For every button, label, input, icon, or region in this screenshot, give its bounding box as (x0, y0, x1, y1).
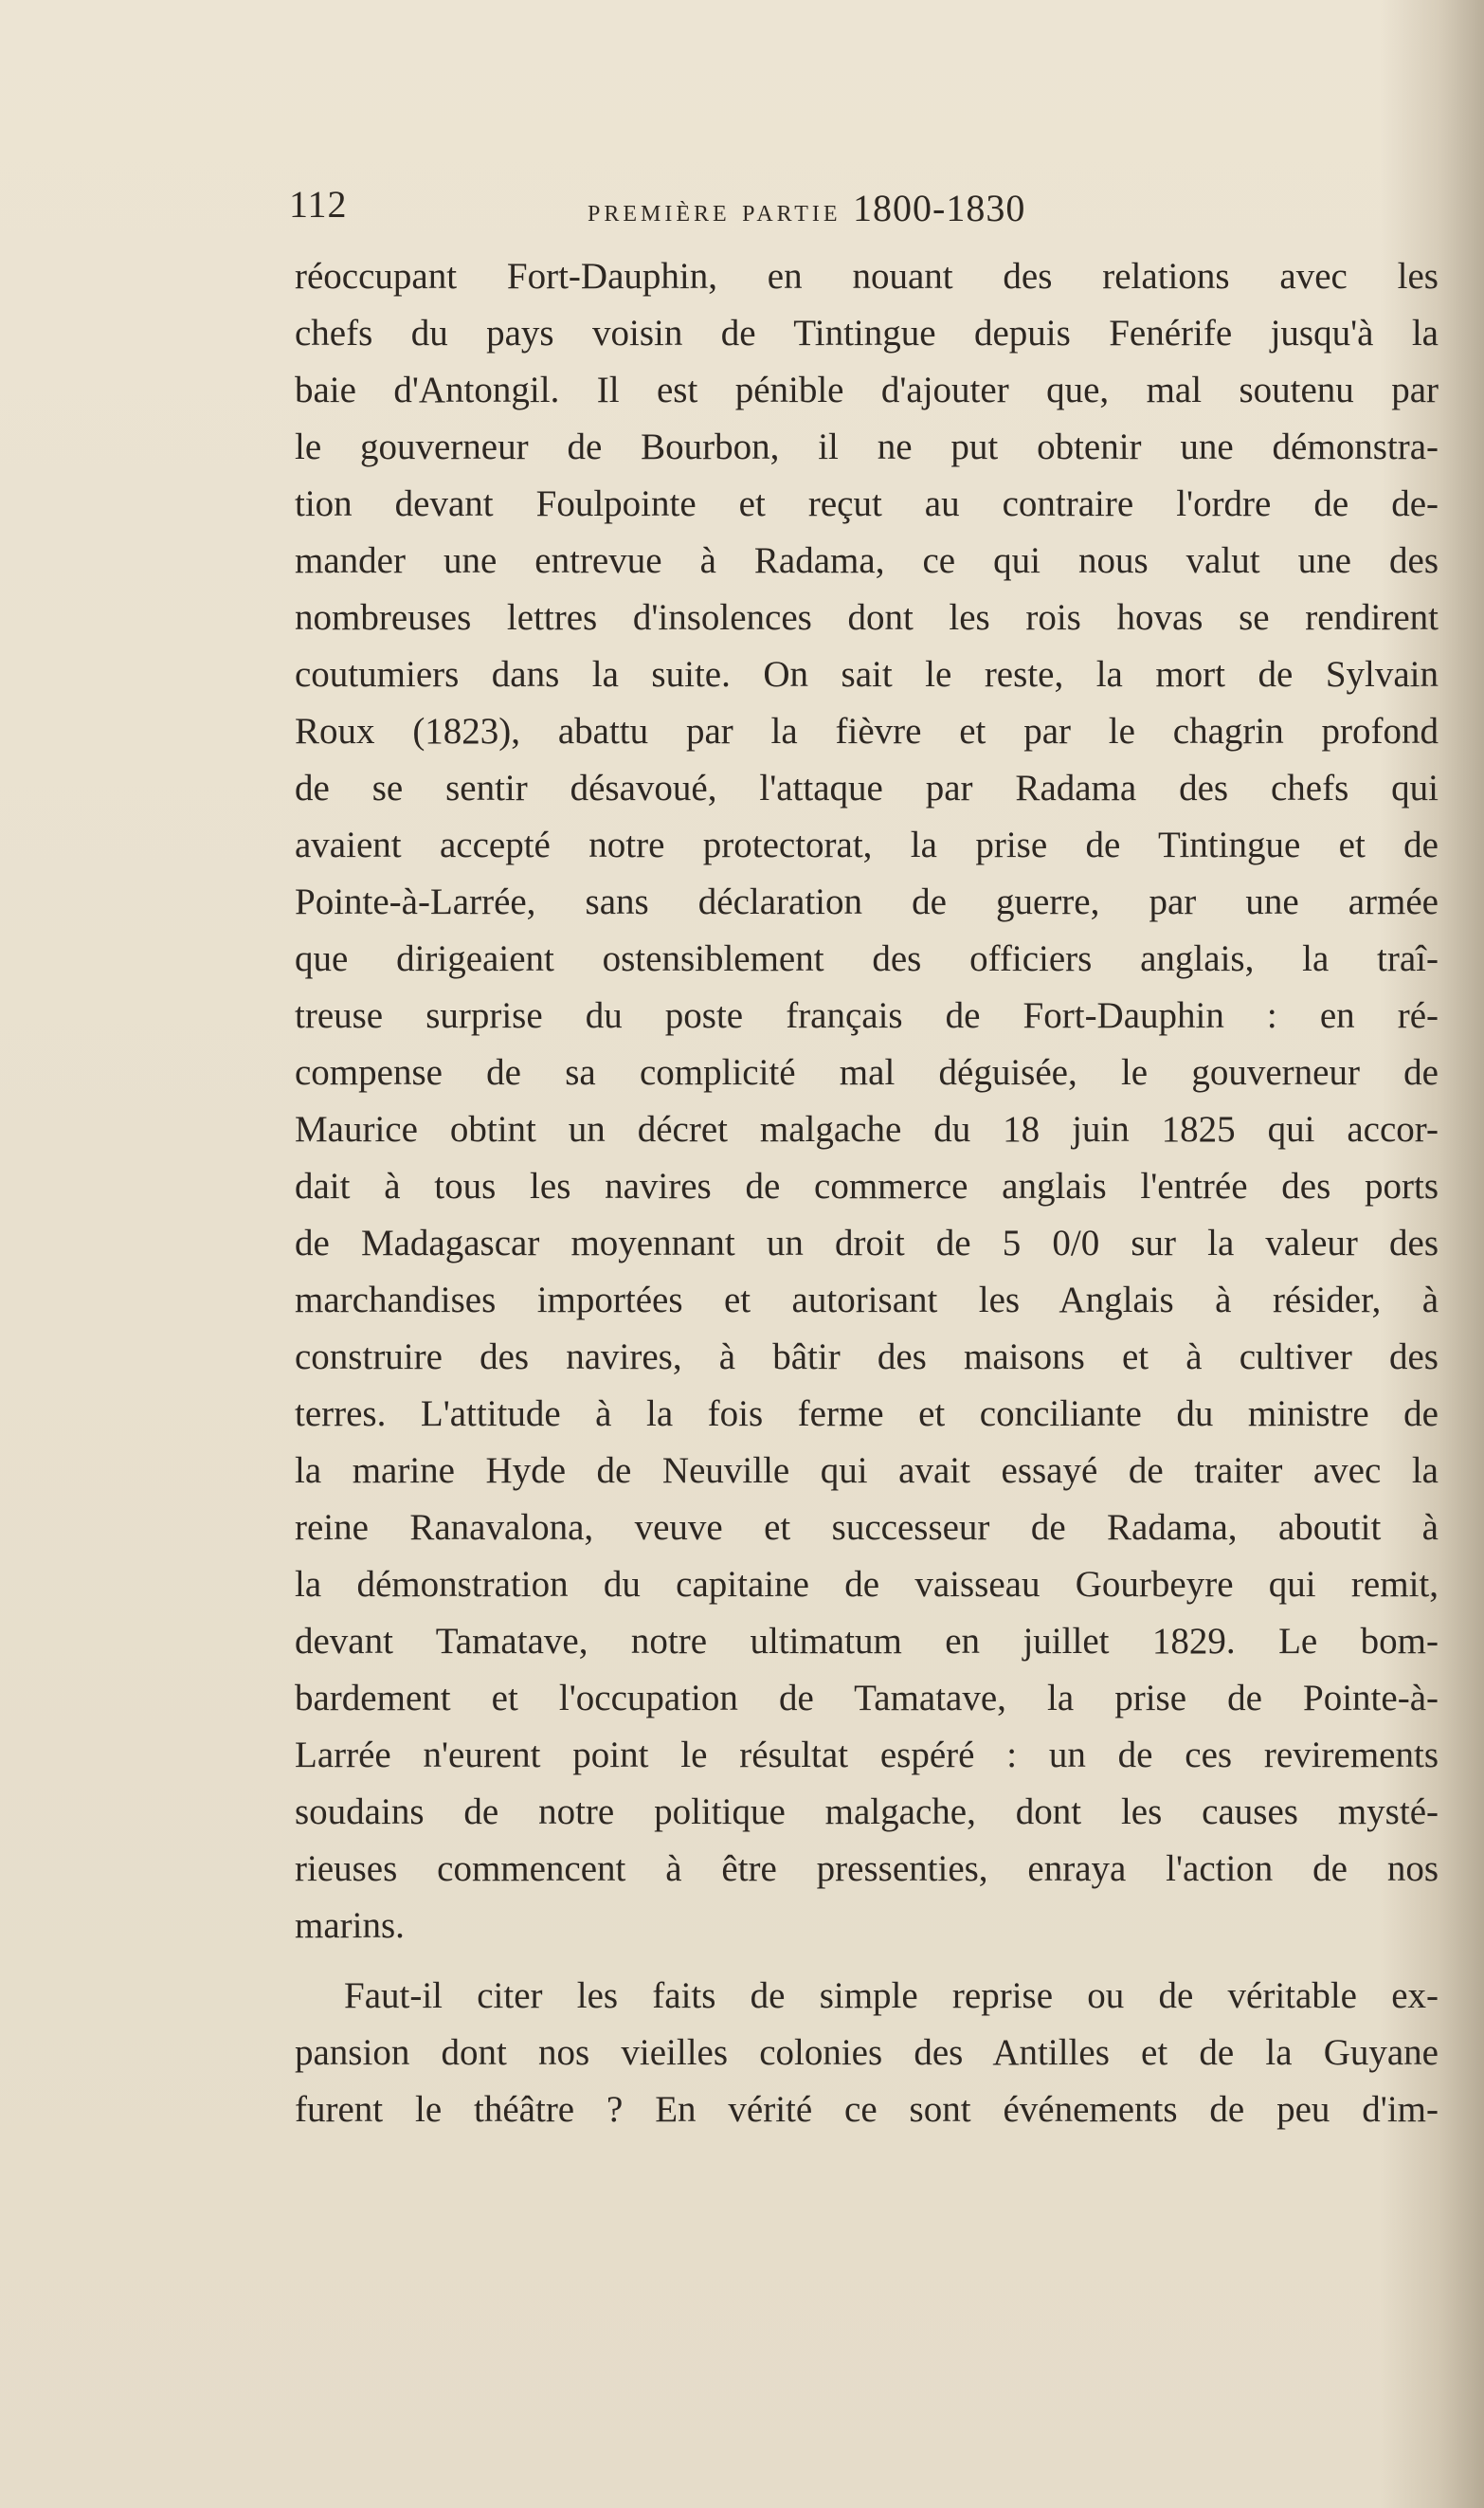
paragraph-1 (295, 248, 1439, 1954)
text-line: tion devant Foulpointe et reçut au contraire l'ordre de de- (295, 483, 1439, 524)
text-line: coutumiers dans la suite. On sait le reste, la mort de Sylvain (295, 654, 1439, 695)
text-line: rieuses commencent à être pressenties, enraya l'action de nos (295, 1848, 1439, 1889)
text-line: devant Tamatave, notre ultimatum en juillet 1829. Le bom- (295, 1621, 1439, 1662)
text-line: Maurice obtint un décret malgache du 18 juin 1825 qui accor- (295, 1109, 1439, 1150)
text-line: marins. (295, 1905, 405, 1946)
page-number: 112 (289, 183, 348, 226)
text-line: bardement et l'occupation de Tamatave, la prise de Pointe-à- (295, 1678, 1439, 1718)
text-line: mander une entrevue à Radama, ce qui nous valut une des (295, 540, 1439, 581)
text-line: Faut-il citer les faits de simple reprise ou de véritable ex- (344, 1975, 1439, 2016)
text-line: chefs du pays voisin de Tintingue depuis Fenérife jusqu'à la (295, 313, 1439, 354)
running-head (588, 186, 1025, 230)
text-line: construire des navires, à bâtir des maisons et à cultiver des (295, 1336, 1439, 1377)
text-line: baie d'Antongil. Il est pénible d'ajouter que, mal soutenu par (295, 370, 1439, 410)
text-line: avaient accepté notre protectorat, la prise de Tintingue et de (295, 825, 1439, 865)
page-header (289, 182, 1436, 239)
text-line: Larrée n'eurent point le résultat espéré : un de ces revirements (295, 1735, 1439, 1775)
text-line: de Madagascar moyennant un droit de 5 0/0 sur la valeur des (295, 1223, 1439, 1263)
text-line: que dirigeaient ostensiblement des officiers anglais, la traî- (295, 938, 1439, 979)
text-line: la marine Hyde de Neuville qui avait essayé de traiter avec la (295, 1450, 1439, 1491)
text-line: de se sentir désavoué, l'attaque par Radama des chefs qui (295, 768, 1439, 809)
text-line: reine Ranavalona, veuve et successeur de Radama, aboutit à (295, 1507, 1439, 1548)
text-line: la démonstration du capitaine de vaisseau Gourbeyre qui remit, (295, 1564, 1439, 1605)
paragraph-2 (295, 1968, 1439, 2138)
text-line: furent le théâtre ? En vérité ce sont événements de peu d'im- (295, 2089, 1439, 2130)
text-line: réoccupant Fort-Dauphin, en nouant des relations avec les (295, 256, 1439, 297)
text-line: terres. L'attitude à la fois ferme et conciliante du ministre de (295, 1393, 1439, 1434)
text-line: pansion dont nos vieilles colonies des Antilles et de la Guyane (295, 2032, 1439, 2073)
text-line: soudains de notre politique malgache, dont les causes mysté- (295, 1791, 1439, 1832)
text-line: dait à tous les navires de commerce anglais l'entrée des ports (295, 1166, 1439, 1207)
text-line: Pointe-à-Larrée, sans déclaration de guerre, par une armée (295, 881, 1439, 922)
body-text (295, 248, 1439, 2138)
text-line: nombreuses lettres d'insolences dont les rois hovas se rendirent (295, 597, 1439, 638)
running-head-years: 1800-1830 (853, 187, 1026, 229)
text-line: Roux (1823), abattu par la fièvre et par le chagrin profond (295, 711, 1439, 752)
text-line: treuse surprise du poste français de Fort-Dauphin : en ré- (295, 995, 1439, 1036)
text-line: marchandises importées et autorisant les Anglais à résider, à (295, 1280, 1439, 1320)
running-title: première partie (588, 193, 842, 228)
text-line: compense de sa complicité mal déguisée, le gouverneur de (295, 1052, 1439, 1093)
paragraph-gap (295, 1954, 1439, 1968)
text-line: le gouverneur de Bourbon, il ne put obtenir une démonstra- (295, 427, 1439, 467)
